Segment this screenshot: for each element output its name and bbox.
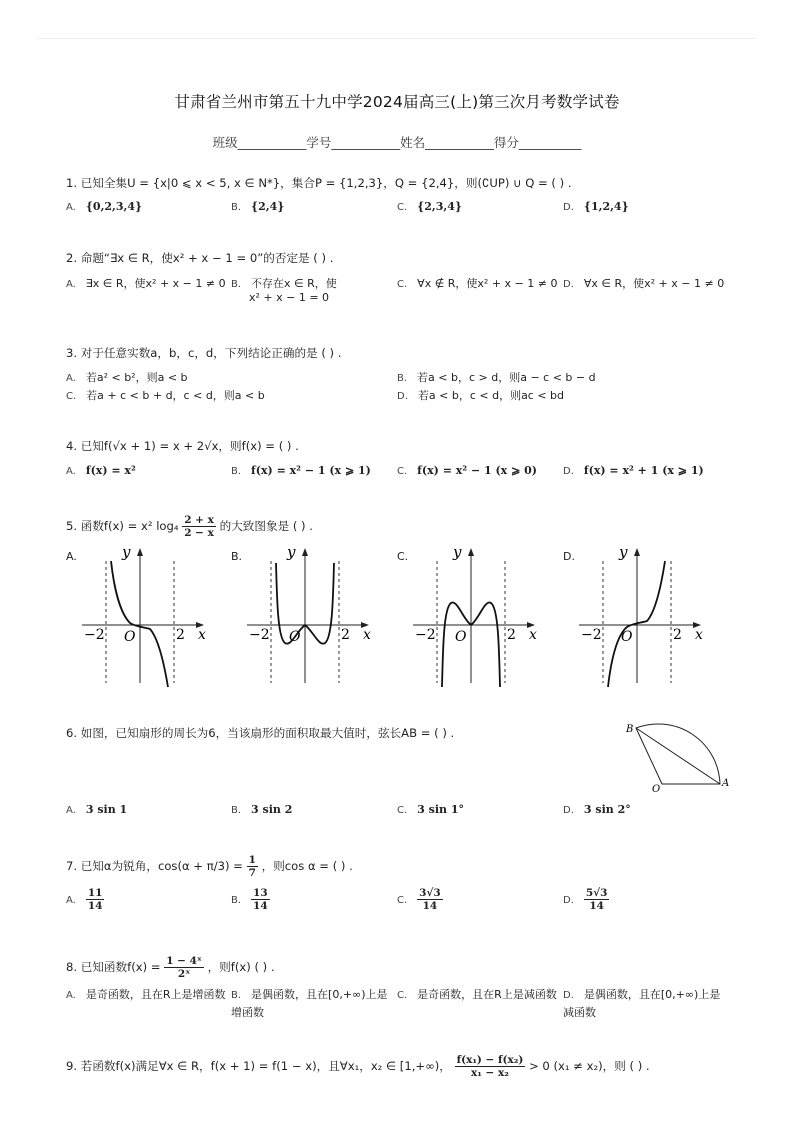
q8-option-a[interactable]: A. 是奇函数，且在R上是增函数 <box>66 988 226 1001</box>
tick-pos2: 2 <box>176 627 185 643</box>
tick-neg2: −2 <box>249 627 270 643</box>
tick-pos2: 2 <box>673 627 682 643</box>
origin-label: O <box>124 629 136 645</box>
origin-label: O <box>289 629 301 645</box>
tick-neg2: −2 <box>84 627 105 643</box>
q7-option-c[interactable]: C. $\frac{3√3}{14}$ <box>397 887 441 912</box>
q7-fraction: $\frac{1}{7}$ <box>248 854 256 879</box>
tick-neg2: −2 <box>581 627 602 643</box>
top-divider <box>38 38 756 39</box>
q4-option-c[interactable]: C. f(x) = x² − 1 (x ⩾ 0) <box>397 464 537 477</box>
origin-label: O <box>621 629 633 645</box>
question-7-stem: 7. 已知α为锐角，cos(α + π/3) = $\frac{1}{7}$ ，则cos α = ( ) . <box>66 854 353 879</box>
q1-label-d: D. <box>563 202 574 213</box>
q6-option-b[interactable]: B. 3 sin 2 <box>231 803 293 816</box>
question-3-stem: 3. 对于任意实数a，b，c，d，下列结论正确的是 ( ) . <box>66 346 342 360</box>
q4-option-a[interactable]: A. f(x) = x² <box>66 464 136 477</box>
q2-option-b[interactable]: B. 不存在x ∈ R，使 x² + x − 1 = 0 <box>231 277 337 304</box>
point-o-label: O <box>652 784 661 795</box>
q5-graph-b[interactable] <box>245 543 375 691</box>
q8-option-d[interactable]: D. 是偶函数，且在[0,+∞)上是减函数 <box>563 988 721 1019</box>
q8-option-b[interactable]: B. 是偶函数，且在[0,+∞)上是增函数 <box>231 988 388 1019</box>
question-5-stem: 5. 函数f(x) = x² log₄ $\frac{2 + x}{2 - x}$ 的大致图象是 ( ) . <box>66 514 313 539</box>
q7-option-a[interactable]: A. $\frac{11}{14}$ <box>66 887 103 912</box>
tick-pos2: 2 <box>341 627 350 643</box>
q5-label-d[interactable]: D. <box>563 550 575 563</box>
q1-option-c[interactable]: C. {2,3,4} <box>397 200 462 213</box>
tick-neg2: −2 <box>415 627 436 643</box>
q5-graph-c[interactable] <box>411 543 541 691</box>
q5-label-b[interactable]: B. <box>231 550 243 563</box>
q4-option-b[interactable]: B. f(x) = x² − 1 (x ⩾ 1) <box>231 464 371 477</box>
q2-option-c[interactable]: C. ∀x ∉ R，使x² + x − 1 ≠ 0 <box>397 277 558 290</box>
q2-option-d[interactable]: D. ∀x ∈ R，使x² + x − 1 ≠ 0 <box>563 277 725 290</box>
q7-option-b[interactable]: B. $\frac{13}{14}$ <box>231 887 268 912</box>
y-label: y <box>287 543 296 561</box>
q7-option-d[interactable]: D. $\frac{5√3}{14}$ <box>563 887 608 912</box>
q1-option-b[interactable]: B. {2,4} <box>231 200 285 213</box>
student-info-line: 班级___________学号___________姓名___________得分__________ <box>212 135 582 150</box>
y-axis-arrow <box>302 548 308 556</box>
y-axis-arrow <box>468 548 474 556</box>
q5-label-a[interactable]: A. <box>66 550 77 563</box>
q8-option-c[interactable]: C. 是奇函数，且在R上是减函数 <box>397 988 557 1001</box>
q7-c-frac: $\frac{3√3}{14}$ <box>419 887 441 912</box>
origin-label: O <box>455 629 467 645</box>
q9-fraction: $\frac{\text{f(x₁) − f(x₂)}}{\text{x₁ − x₂}}$ <box>456 1054 524 1079</box>
x-label: x <box>529 627 537 643</box>
q1-label-c: C. <box>397 202 408 213</box>
q8-fraction: $\frac{\text{1 − 4ˣ}}{\text{2ˣ}}$ <box>166 955 202 980</box>
q2-option-a[interactable]: A. ∃x ∈ R，使x² + x − 1 ≠ 0 <box>66 277 226 290</box>
sector <box>636 724 720 784</box>
question-2-stem: 2. 命题“∃x ∈ R，使x² + x − 1 = 0”的否定是 ( ) . <box>66 251 334 265</box>
y-label: y <box>453 543 462 561</box>
q7-b-frac: $\frac{13}{14}$ <box>253 887 268 912</box>
y-label: y <box>122 543 131 561</box>
q6-sector-figure <box>622 718 734 796</box>
question-6-stem: 6. 如图，已知扇形的周长为6，当该扇形的面积取最大值时，弦长AB = ( ) . <box>66 726 455 740</box>
q7-a-frac: $\frac{11}{14}$ <box>87 887 103 912</box>
q6-option-d[interactable]: D. 3 sin 2° <box>563 803 631 816</box>
q5-fraction: $\frac{2 + x}{2 - x}$ <box>184 514 214 539</box>
x-label: x <box>363 627 371 643</box>
q1-option-d[interactable]: D. {1,2,4} <box>563 200 629 213</box>
q3-option-c[interactable]: C. 若a + c < b + d，c < d，则a < b <box>66 389 265 402</box>
point-b-label: B <box>626 724 634 735</box>
y-label: y <box>619 543 628 561</box>
question-4-stem: 4. 已知f(√x + 1) = x + 2√x，则f(x) = ( ) . <box>66 439 299 453</box>
point-a-label: A <box>722 778 730 789</box>
q3-option-b[interactable]: B. 若a < b，c > d，则a − c < b − d <box>397 371 596 384</box>
q6-option-a[interactable]: A. 3 sin 1 <box>66 803 128 816</box>
question-1-stem: 1. 已知全集U = {x|0 ⩽ x < 5, x ∈ N*}，集合P = {1,2,3}，Q = {2,4}，则(∁UP) ∪ Q = ( ) . <box>66 176 572 190</box>
q5-graph-d[interactable] <box>577 543 707 691</box>
q1-option-a[interactable]: A. {0,2,3,4} <box>66 200 143 213</box>
question-8-stem: 8. 已知函数f(x) = $\frac{\text{1 − 4ˣ}}{\text{2ˣ}}$ ，则f(x) ( ) . <box>66 955 275 980</box>
q4-option-d[interactable]: D. f(x) = x² + 1 (x ⩾ 1) <box>563 464 704 477</box>
q1-label-b: B. <box>231 202 242 213</box>
tick-pos2: 2 <box>507 627 516 643</box>
exam-title: 甘肃省兰州市第五十九中学2024届高三(上)第三次月考数学试卷 <box>174 93 620 111</box>
q5-graph-a[interactable] <box>80 543 210 691</box>
y-axis-arrow <box>137 548 143 556</box>
q3-option-d[interactable]: D. 若a < b，c < d，则ac < bd <box>397 389 565 402</box>
q7-d-frac: $\frac{5√3}{14}$ <box>585 887 608 912</box>
x-label: x <box>198 627 206 643</box>
q1-label-a: A. <box>66 202 76 213</box>
question-9-stem: 9. 若函数f(x)满足∀x ∈ R，f(x + 1) = f(1 − x)，且∀x₁，x₂ ∈ [1,+∞)， $\frac{\text{f(x₁) − f(x₂)}}{\text{x₁ − x₂}}$ > 0 (x₁ ≠ x₂)，则 ( ) . <box>66 1054 650 1079</box>
x-label: x <box>695 627 703 643</box>
q3-option-a[interactable]: A. 若a² < b²，则a < b <box>66 371 188 384</box>
y-axis-arrow <box>634 548 640 556</box>
q6-option-c[interactable]: C. 3 sin 1° <box>397 803 465 816</box>
q5-label-c[interactable]: C. <box>397 550 409 563</box>
